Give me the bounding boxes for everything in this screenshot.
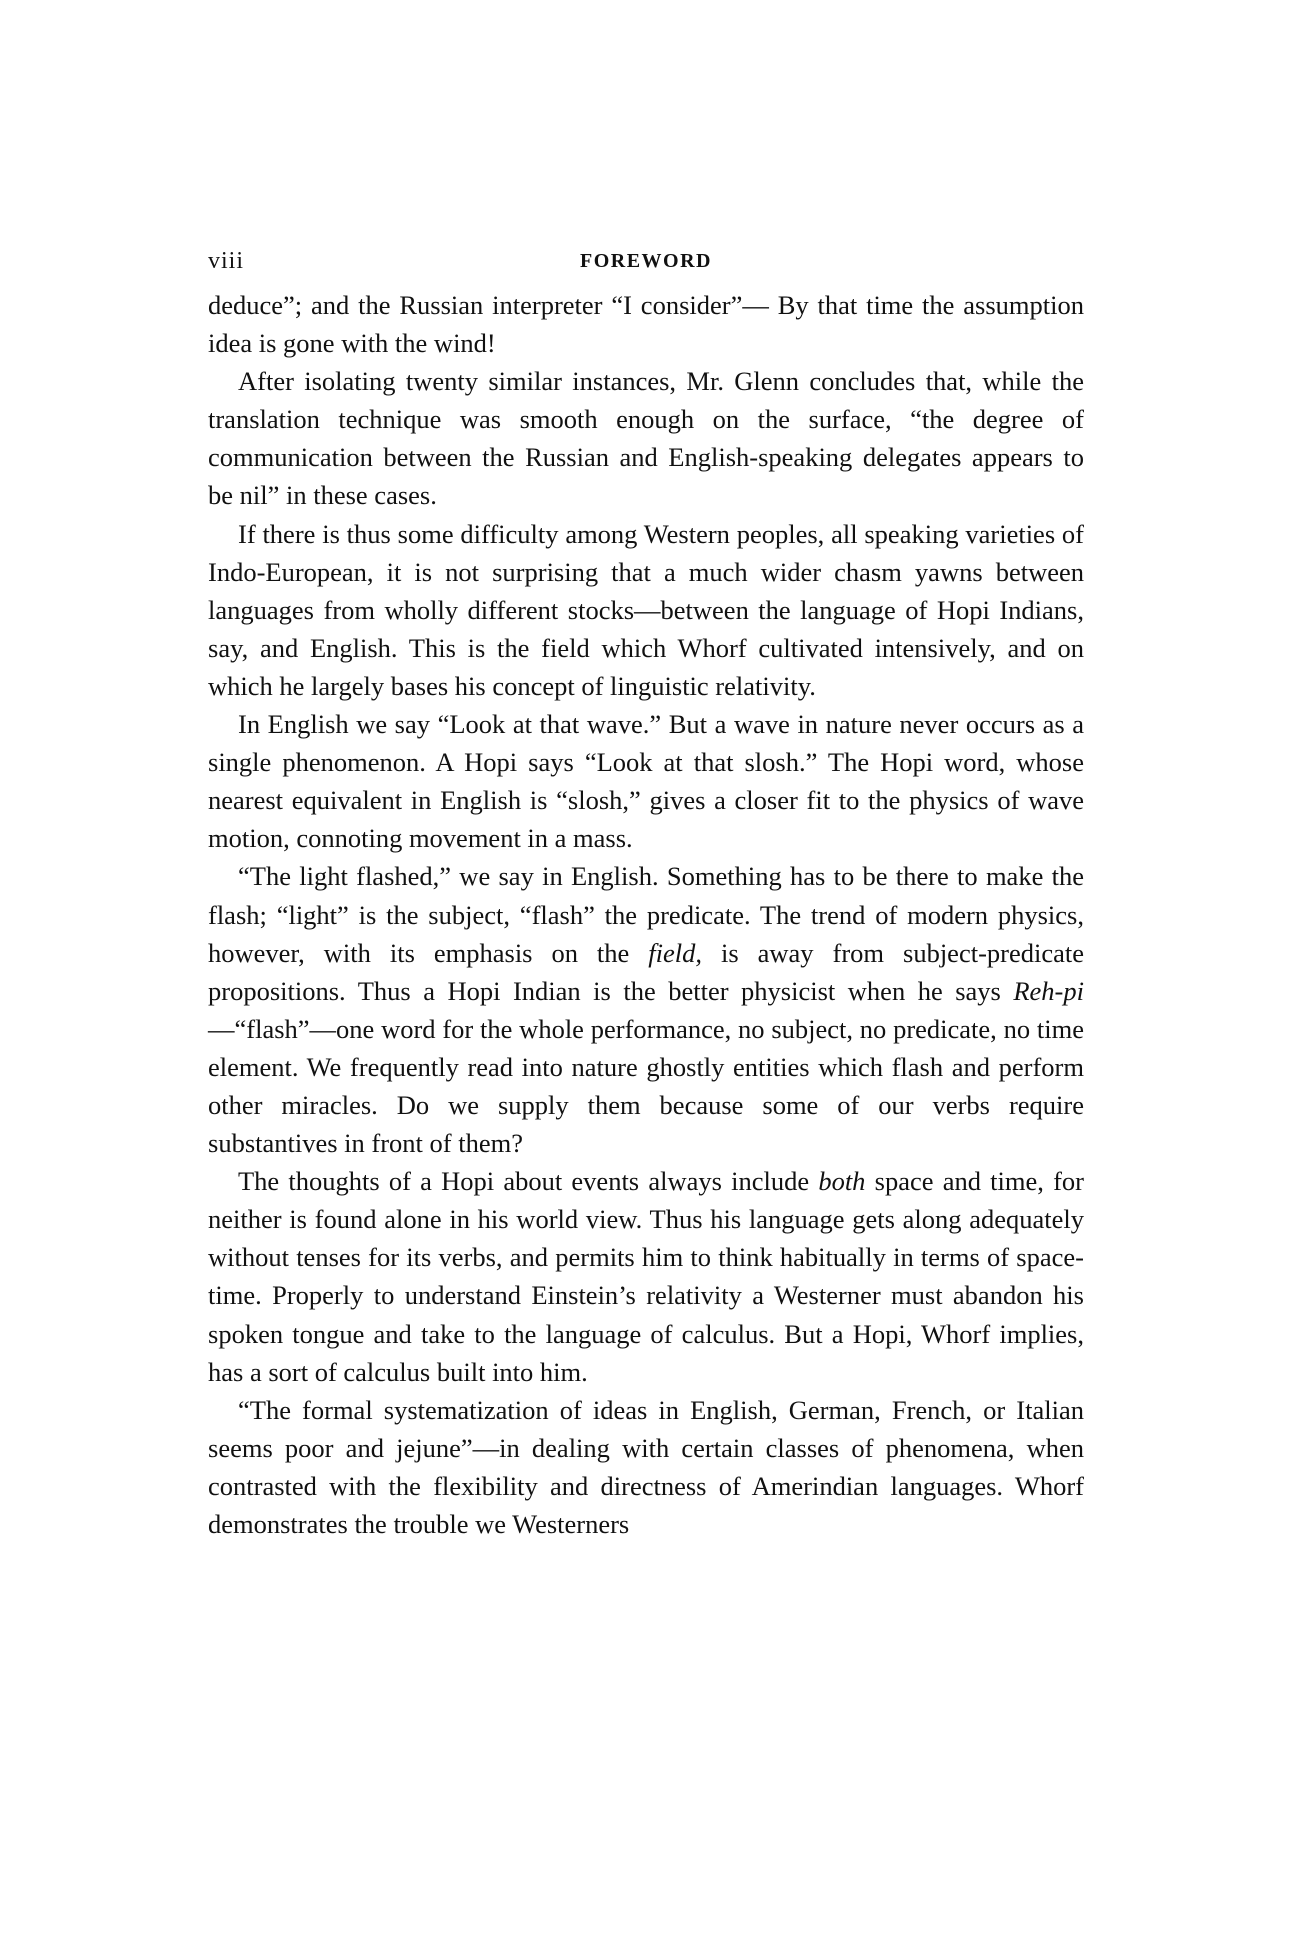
paragraph (208, 362, 1084, 514)
paragraph-text: “The light flashed,” we say in English. Something has to be there to make the flash; “light” is the subject, “flash” the predicate. The trend of modern physics, however, with its emphasis on the (208, 861, 1084, 968)
italic-text: both (818, 1166, 866, 1197)
paragraph (208, 286, 1084, 362)
paragraph-text: After isolating twenty similar instances, Mr. Glenn concludes that, while the translation technique was smooth enough on the surface, “the degree of communication between the Russian and English-speaking delegates appears to be nil” in these cases. (208, 366, 1084, 511)
paragraph (208, 857, 1084, 1162)
book-page (208, 248, 1084, 1543)
italic-text: field, (648, 937, 703, 968)
paragraph-text: space and time, for neither is found alone in his world view. Thus his language gets along adequately without tenses for its verbs, and permits him to think habitually in terms of space-time. Properly to understand Einstein’s relativity a Westerner must abandon his spoken tongue and take to the language of calculus. But a Hopi, Whorf implies, has a sort of calculus built into him. (208, 1166, 1084, 1387)
paragraph-text: The thoughts of a Hopi about events always include (238, 1166, 819, 1197)
paragraph-text: deduce”; and the Russian interpreter “I consider”— By that time the assumption idea is gone with the wind! (208, 290, 1084, 359)
body-text (208, 286, 1084, 1543)
paragraph (208, 1162, 1084, 1391)
paragraph (208, 515, 1084, 705)
italic-text: Reh-pi (1013, 975, 1084, 1006)
paragraph-text: —“flash”—one word for the whole performance, no subject, no predicate, no time element. We frequently read into nature ghostly entities which flash and perform other miracles. Do we supply them because some of our verbs require substantives in front of them? (208, 1013, 1084, 1159)
paragraph-text: If there is thus some difficulty among Western peoples, all speaking varieties of Indo-European, it is not surprising that a much wider chasm yawns between languages from wholly different stocks—between the language of Hopi Indians, say, and English. This is the field which Whorf cultivated intensively, and on which he largely bases his concept of linguistic relativity. (208, 518, 1084, 701)
paragraph-text: “The formal systematization of ideas in English, German, French, or Italian seems poor and jejune”—in dealing with certain classes of phenomena, when contrasted with the flexibility and directness of Amerindian languages. Whorf demonstrates the trouble we Westerners (208, 1394, 1084, 1539)
page-number: viii (208, 248, 245, 274)
section-title: FOREWORD (580, 250, 712, 272)
paragraph-text: In English we say “Look at that wave.” But a wave in nature never occurs as a single phenomenon. A Hopi says “Look at that slosh.” The Hopi word, whose nearest equivalent in English is “slosh,” gives a closer fit to the physics of wave motion, connoting movement in a mass. (208, 709, 1084, 854)
paragraph-text: is away from subject-predicate propositions. Thus a Hopi Indian is the better physicist when he says (208, 937, 1084, 1006)
running-head (208, 248, 1084, 280)
paragraph (208, 705, 1084, 857)
paragraph (208, 1391, 1084, 1543)
